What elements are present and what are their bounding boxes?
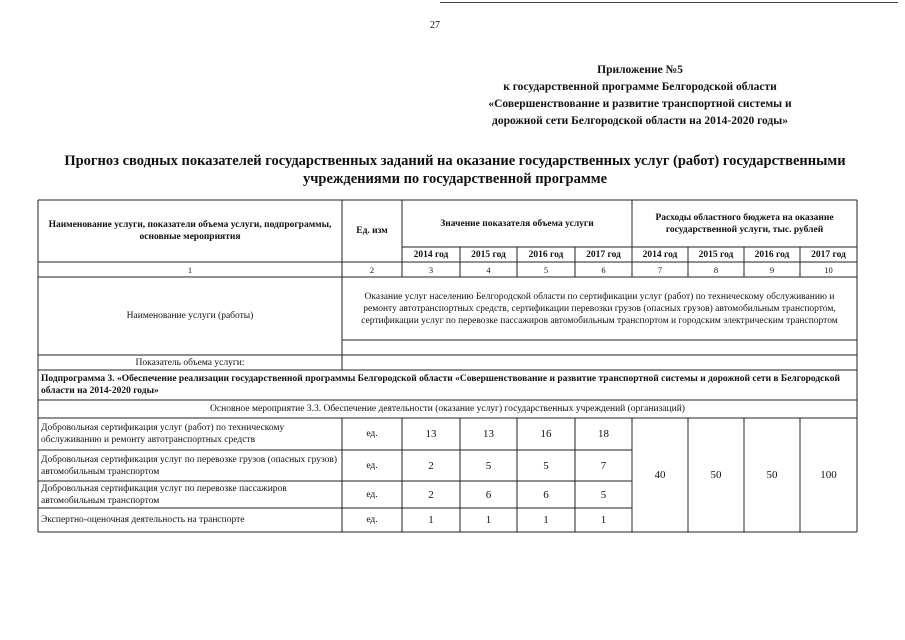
column-number: 6 [601, 264, 606, 275]
header-name: Наименование услуги, показатели объема услуги, подпрограммы, основные мероприятия [48, 220, 332, 242]
column-number: 8 [713, 264, 719, 275]
appendix-line-4: дорожной сети Белгородской области на 2014-2020 годы» [492, 115, 788, 127]
column-number: 10 [824, 264, 833, 275]
header-budget-year: 2014 год [642, 249, 678, 260]
column-number: 5 [543, 264, 549, 275]
budget-value: 50 [766, 469, 778, 481]
header-budget-year: 2015 год [698, 249, 734, 260]
row-value: 6 [485, 488, 492, 501]
budget-value: 50 [710, 469, 722, 481]
service-name-label: Наименование услуги (работы) [126, 311, 254, 321]
row-name: Добровольная сертификация услуг (работ) по техническому обслуживанию и ремонту автотранспортных средств [41, 423, 285, 445]
row-value: 18 [598, 428, 609, 440]
header-volume-year: 2016 год [528, 249, 564, 260]
header-volume-group: Значение показателя объема услуги [440, 218, 594, 229]
row-unit: ед. [366, 460, 378, 471]
row-value: 7 [600, 459, 607, 472]
row-value: 6 [543, 488, 549, 501]
column-number: 7 [657, 264, 663, 275]
column-number: 2 [369, 264, 375, 275]
row-unit: ед. [366, 429, 378, 439]
header-unit: Ед. изм [356, 226, 388, 236]
subprogram-title: Подпрограмма 3. «Обеспечение реализации государственной программы Белгородской области «Совершенствование и развитие транспортной системы и дорожной сети в Белгородской области на 2014-2020 годы» [41, 374, 840, 396]
row-value: 5 [485, 459, 492, 472]
document-title: Прогноз сводных показателей государственных заданий на оказание государственных услуг (работ) государственными учреждениями по государственной программе [64, 153, 846, 187]
row-value: 1 [428, 514, 434, 526]
row-value: 13 [425, 428, 437, 440]
row-name: Добровольная сертификация услуг по перевозке грузов (опасных грузов) автомобильным транспортом [41, 454, 338, 477]
row-value: 13 [483, 428, 494, 440]
column-number: 9 [769, 264, 775, 275]
appendix-line-3: «Совершенствование и развитие транспортной системы и [488, 98, 792, 110]
budget-value: 40 [654, 469, 666, 481]
volume-indicator-label: Показатель объема услуги: [135, 357, 245, 368]
row-name: Экспертно-оценочная деятельность на транспорте [41, 515, 245, 525]
appendix-line-1: Приложение №5 [597, 64, 683, 76]
row-value: 2 [428, 488, 434, 501]
row-value: 1 [600, 514, 607, 526]
row-value: 2 [428, 459, 434, 472]
service-name-value: Оказание услуг населению Белгородской области по сертификации услуг (работ) по техническому обслуживанию и ремонту автотранспортных средств, сертификации перевозки грузов (опасных грузов) автомобильным транспортом, сертификации услуг по перевозке пассажиров автомобильным транспортом и городским электрическим транспортом [361, 291, 838, 326]
appendix-line-2: к государственной программе Белгородской области [503, 81, 777, 93]
row-value: 5 [543, 459, 549, 472]
header-budget-year: 2016 год [754, 249, 790, 260]
header-budget-year: 2017 год [811, 249, 846, 260]
header-volume-year: 2017 год [586, 249, 621, 260]
row-unit: ед. [366, 515, 378, 525]
column-number: 3 [428, 264, 434, 275]
row-value: 16 [540, 428, 552, 440]
row-value: 5 [600, 488, 607, 501]
budget-value: 100 [820, 469, 837, 481]
header-volume-year: 2015 год [471, 249, 506, 260]
row-value: 1 [485, 514, 492, 526]
row-name: Добровольная сертификация услуг по перевозке пассажиров автомобильным транспортом [41, 483, 287, 506]
row-value: 1 [543, 514, 549, 526]
column-number: 4 [486, 264, 491, 275]
column-number: 1 [187, 264, 193, 275]
header-volume-year: 2014 год [413, 249, 449, 260]
row-unit: ед. [366, 489, 378, 500]
header-budget-group: Расходы областного бюджета на оказание государственной услуги, тыс. рублей [655, 212, 834, 235]
main-activity-title: Основное мероприятие 3.3. Обеспечение деятельности (оказание услуг) государственных учреждений (организаций) [210, 404, 685, 414]
page-number: 27 [430, 20, 440, 31]
